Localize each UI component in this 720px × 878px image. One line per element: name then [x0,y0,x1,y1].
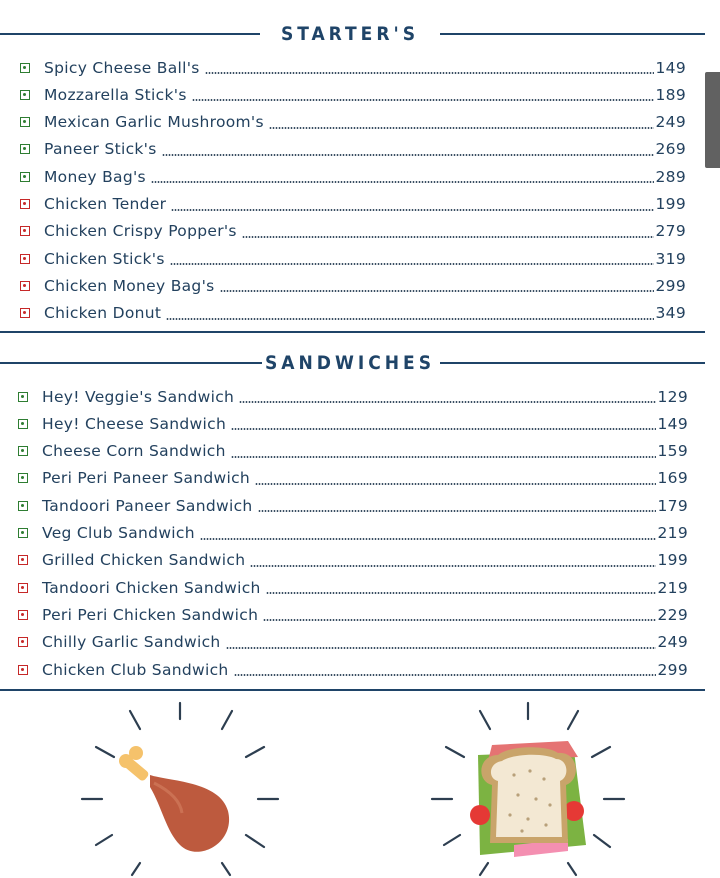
section-title-sandwiches: SANDWICHES [264,352,436,374]
dot-leader [151,181,654,183]
menu-item [20,54,686,81]
header-line-right [440,362,705,364]
dot-leader [258,510,656,512]
item-name: Tandoori Paneer Sandwich [42,496,253,515]
item-price: 229 [657,605,688,624]
header-line-left [0,33,260,35]
item-price: 269 [655,140,686,159]
dot-leader [205,72,654,74]
item-price: 149 [655,58,686,77]
dot-leader [166,318,653,320]
dot-leader [266,592,656,594]
nonveg-mark-icon [20,199,30,209]
item-price: 279 [655,222,686,241]
item-name: Chicken Tender [44,195,167,213]
menu-item [20,300,686,327]
header-line-right [440,33,705,35]
item-price: 179 [657,496,688,515]
item-price: 149 [657,414,688,433]
sandwiches-header [0,348,705,378]
menu-item [18,574,688,601]
nonveg-mark-icon [18,637,28,647]
menu-item [18,547,688,574]
item-name: Chicken Donut [44,304,162,323]
dot-leader [242,236,654,238]
item-name: Grilled Chicken Sandwich [42,551,246,570]
menu-item [20,163,686,190]
item-price: 189 [655,85,686,104]
chicken-drumstick-icon [70,695,290,878]
menu-item [20,81,686,108]
sandwiches-divider [0,689,705,691]
menu-item [18,520,688,547]
scrollbar-thumb[interactable] [705,72,720,168]
dot-leader [234,674,656,676]
menu-item [18,383,688,410]
dot-leader [226,647,656,649]
item-price: 299 [657,660,688,679]
veg-mark-icon [18,446,28,456]
dot-leader [200,538,656,540]
item-price: 249 [657,633,688,652]
item-name: Hey! Veggie's Sandwich [42,387,235,406]
starters-divider [0,331,705,333]
item-name: Hey! Cheese Sandwich [42,414,227,433]
menu-item [18,601,688,628]
veg-mark-icon [20,144,30,154]
dot-leader [170,263,654,265]
item-name: Chicken Stick's [44,249,165,268]
item-price: 159 [657,442,688,461]
menu-item [20,109,686,136]
dot-leader [239,401,655,403]
item-name: Veg Club Sandwich [42,524,195,542]
dot-leader [250,565,655,567]
item-price: 169 [657,469,688,488]
nonveg-mark-icon [20,281,30,291]
item-name: Peri Peri Paneer Sandwich [42,469,251,488]
item-price: 199 [655,195,686,213]
dot-leader [263,619,655,621]
item-price: 219 [657,578,688,597]
item-price: 289 [655,167,686,186]
dot-leader [192,99,654,101]
item-price: 219 [657,524,688,542]
veg-mark-icon [18,473,28,483]
veg-mark-icon [20,90,30,100]
menu-item [20,191,686,218]
veg-mark-icon [20,117,30,127]
item-name: Chicken Club Sandwich [42,660,229,679]
menu-item [18,492,688,519]
item-name: Mozzarella Stick's [44,85,187,104]
menu-item [18,465,688,492]
item-price: 199 [657,551,688,570]
veg-mark-icon [18,501,28,511]
veg-mark-icon [20,172,30,182]
dot-leader [255,483,655,485]
menu-item [20,136,686,163]
menu-item [20,245,686,272]
item-name: Chilly Garlic Sandwich [42,633,221,652]
menu-item [18,656,688,683]
item-name: Paneer Stick's [44,140,157,159]
dot-leader [269,127,654,129]
item-price: 129 [657,387,688,406]
header-line-left [0,362,262,364]
menu-item [18,410,688,437]
menu-item [20,272,686,299]
item-price: 319 [655,249,686,268]
menu-item [20,218,686,245]
nonveg-mark-icon [18,610,28,620]
dot-leader [171,209,653,211]
item-name: Mexican Garlic Mushroom's [44,113,264,132]
dot-leader [220,290,654,292]
veg-mark-icon [20,63,30,73]
section-title-starters: STARTER'S [280,23,420,45]
item-price: 249 [655,113,686,132]
veg-mark-icon [18,392,28,402]
item-price: 349 [655,304,686,323]
item-name: Cheese Corn Sandwich [42,442,226,461]
dot-leader [231,456,656,458]
nonveg-mark-icon [18,665,28,675]
item-price: 299 [655,276,686,295]
menu-item [18,438,688,465]
nonveg-mark-icon [20,254,30,264]
item-name: Tandoori Chicken Sandwich [42,578,261,597]
dot-leader [162,154,654,156]
item-name: Chicken Crispy Popper's [44,222,237,241]
item-name: Peri Peri Chicken Sandwich [42,605,259,624]
starters-header [0,19,705,49]
veg-mark-icon [18,419,28,429]
dot-leader [231,428,655,430]
nonveg-mark-icon [20,226,30,236]
veg-mark-icon [18,528,28,538]
item-name: Money Bag's [44,167,146,186]
nonveg-mark-icon [20,308,30,318]
sandwich-icon [418,695,638,878]
item-name: Spicy Cheese Ball's [44,58,200,77]
nonveg-mark-icon [18,583,28,593]
nonveg-mark-icon [18,555,28,565]
item-name: Chicken Money Bag's [44,276,215,295]
menu-item [18,629,688,656]
